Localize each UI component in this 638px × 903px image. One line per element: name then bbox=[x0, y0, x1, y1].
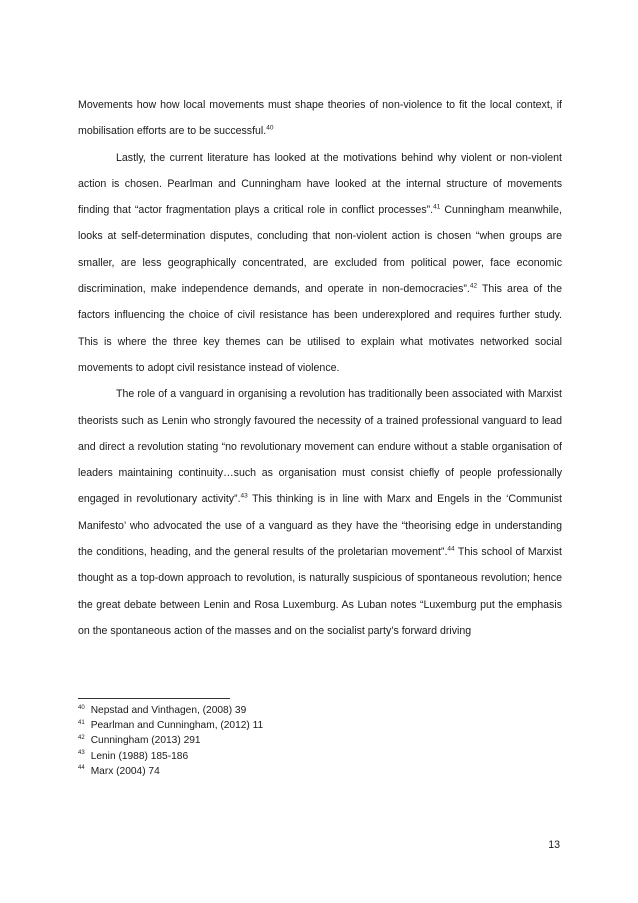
footnote-reference: 44 bbox=[447, 545, 455, 553]
footnote bbox=[78, 749, 378, 764]
footnote-text: Nepstad and Vinthagen, (2008) 39 bbox=[90, 705, 247, 716]
footnote-text: Marx (2004) 74 bbox=[90, 765, 160, 777]
footnote-separator bbox=[78, 698, 230, 699]
footnote-reference: 43 bbox=[240, 492, 248, 500]
paragraph-text: Movements how how local movements must shape theories of non-violence to fit the local context, if mobilisation efforts are to be successful. bbox=[78, 99, 562, 138]
paragraph bbox=[78, 381, 562, 644]
paragraph-text: This thinking is in line with Marx and Engels in the ‘Communist Manifesto’ who advocated the use of a vanguard as they have the “theorising edge in understanding the conditions, heading, and the general results of the proletarian movement”. bbox=[78, 493, 562, 559]
footnote-text: Cunningham (2013) 291 bbox=[90, 735, 201, 747]
paragraph-text: This area of the factors influencing the choice of civil resistance has been underexplored and requires further study. This is where the three key themes can be utilised to explain what motivates networked social movements to adopt civil resistance instead of violence. bbox=[78, 283, 562, 374]
footnote bbox=[78, 733, 378, 748]
footnote-number: 42 bbox=[78, 735, 85, 742]
footnote-reference: 41 bbox=[433, 203, 441, 211]
footnote-text: Lenin (1988) 185-186 bbox=[90, 750, 189, 762]
paragraph-text: Cunningham meanwhile, looks at self-determination disputes, concluding that non-violent action is chosen “when groups are smaller, are less geographically concentrated, are excluded from political power, face economic discrimination, make independence demands, and operate in non-democracies”. bbox=[78, 204, 562, 296]
page-number: 13 bbox=[548, 839, 560, 851]
footnote-reference: 42 bbox=[469, 282, 478, 290]
paragraph-text: Lastly, the current literature has looked at the motivations behind why violent or non-violent action is chosen. Pearlman and Cunningham have looked at the internal structure of movements finding that “actor fragmentation plays a critical role in conflict processes”. bbox=[78, 151, 562, 217]
footnote-number: 41 bbox=[78, 719, 85, 726]
footnote bbox=[78, 703, 378, 718]
paragraph-text: This school of Marxist thought as a top-down approach to revolution, is naturally suspicious of spontaneous revolution; hence the great debate between Lenin and Rosa Luxemburg. As Luban notes “Luxemburg put the emphasis on the spontaneous action of the masses and on the socialist party’s forward driving bbox=[78, 546, 562, 637]
body-text bbox=[78, 92, 562, 644]
paragraph bbox=[78, 92, 562, 145]
footnote-reference: 40 bbox=[266, 124, 274, 132]
paragraph-text: The role of a vanguard in organising a revolution has traditionally been associated with Marxist theorists such as Lenin who strongly favoured the necessity of a trained professional vanguard to lead and direct a revolution stating “no revolutionary movement can endure without a stable organisation of leaders maintaining continuity…such as organisation must consist chiefly of people professionally engaged in revolutionary activity”. bbox=[78, 388, 562, 506]
footnote-number: 40 bbox=[78, 704, 85, 711]
footnotes bbox=[78, 703, 378, 779]
paragraph bbox=[78, 145, 562, 382]
footnote-number: 43 bbox=[78, 750, 85, 757]
footnote-text: Pearlman and Cunningham, (2012) 11 bbox=[90, 720, 264, 732]
footnote-number: 44 bbox=[78, 765, 85, 772]
footnote bbox=[78, 764, 378, 779]
footnote bbox=[78, 718, 378, 733]
